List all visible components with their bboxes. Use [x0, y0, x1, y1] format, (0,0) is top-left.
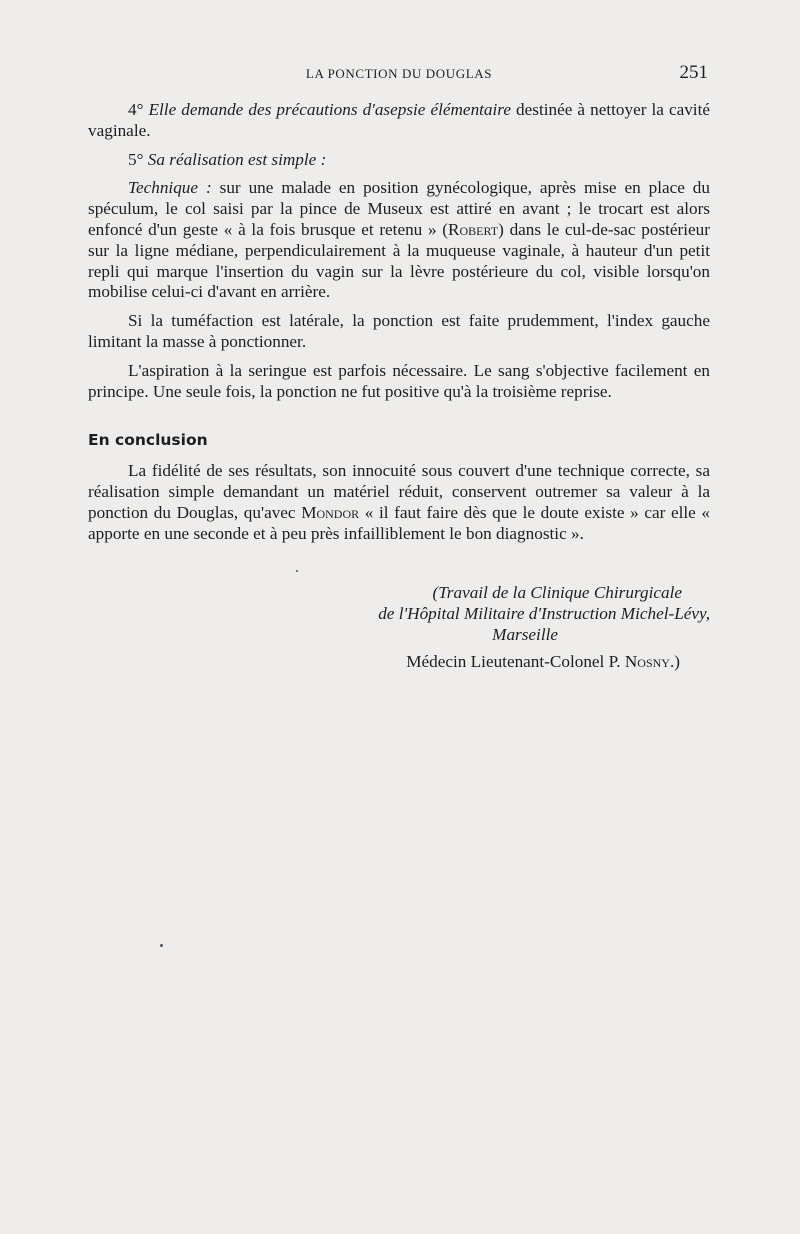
point-number: 5° — [128, 149, 144, 169]
italic-phrase: Technique : — [128, 178, 212, 198]
paper-speck — [296, 570, 298, 572]
paragraph-text: destinée à nettoyer la cavité vaginale. — [88, 100, 710, 140]
italic-phrase: Sa réalisation est simple : — [147, 149, 327, 169]
paragraph-text: sur une malade en position gynécologique, après mise en place du spéculum, le col saisi par la pince de Museux est attiré en avant ; le trocart est alors enfoncé d'un geste « à la fois brusque et retenu » ( — [88, 178, 710, 239]
paragraph-point-5 — [88, 150, 710, 171]
signature-line-3: Marseille — [492, 625, 558, 644]
paragraph-text: ) dans le cul-de-sac postérieur sur la ligne médiane, perpendiculairement à la muqueuse vaginale, à hauteur d'un petit repli qui marque l'insertion du vagin sur la lèvre postérieure du col, visible lorsqu'on mobilise celui-ci d'avant en arrière. — [88, 219, 710, 302]
running-title: LA PONCTION DU DOUGLAS — [305, 66, 493, 81]
signature-title: Médecin Lieutenant-Colonel P. — [406, 652, 625, 671]
body-text — [88, 100, 710, 552]
paper-speck — [160, 944, 163, 947]
point-number: 4° — [128, 100, 144, 119]
paragraph-aspiration: L'aspiration à la seringue est parfois nécessaire. Le sang s'objective facilement en principe. Une seule fois, la ponction ne fut positive qu'à la troisième reprise. — [88, 360, 710, 401]
paragraph-point-4 — [88, 100, 710, 142]
author-name: Mondor — [301, 502, 360, 522]
signature-suffix: .) — [669, 652, 680, 671]
page-number: 251 — [679, 62, 708, 83]
signature-line-4 — [300, 651, 710, 672]
paragraph-technique — [88, 178, 710, 303]
signature-name: Nosny — [624, 652, 670, 671]
paragraph-text: « il faut faire dès que le doute existe » car elle « apporte en une seconde et à peu près infailliblement le bon diagnostic ». — [88, 502, 710, 543]
signature-line-2: de l'Hôpital Militaire d'Instruction Michel-Lévy, — [378, 604, 710, 623]
italic-phrase: Elle demande des précautions d'asepsie élémentaire — [148, 100, 511, 119]
paragraph-text: La fidélité de ses résultats, son innocuité sous couvert d'une technique correcte, sa réalisation simple demandant un matériel réduit, conservent outremer sa valeur à la ponction du Douglas, qu'avec — [88, 461, 710, 522]
signature-line-1: (Travail de la Clinique Chirurgicale — [432, 583, 682, 602]
signature-block — [300, 582, 710, 672]
section-heading: En conclusion — [88, 431, 208, 450]
paragraph-lateral: Si la tuméfaction est latérale, la ponction est faite prudemment, l'index gauche limitant la masse à ponctionner. — [88, 311, 710, 351]
paragraph-conclusion — [88, 461, 710, 544]
running-header — [88, 62, 710, 86]
author-name: Robert — [448, 219, 499, 239]
